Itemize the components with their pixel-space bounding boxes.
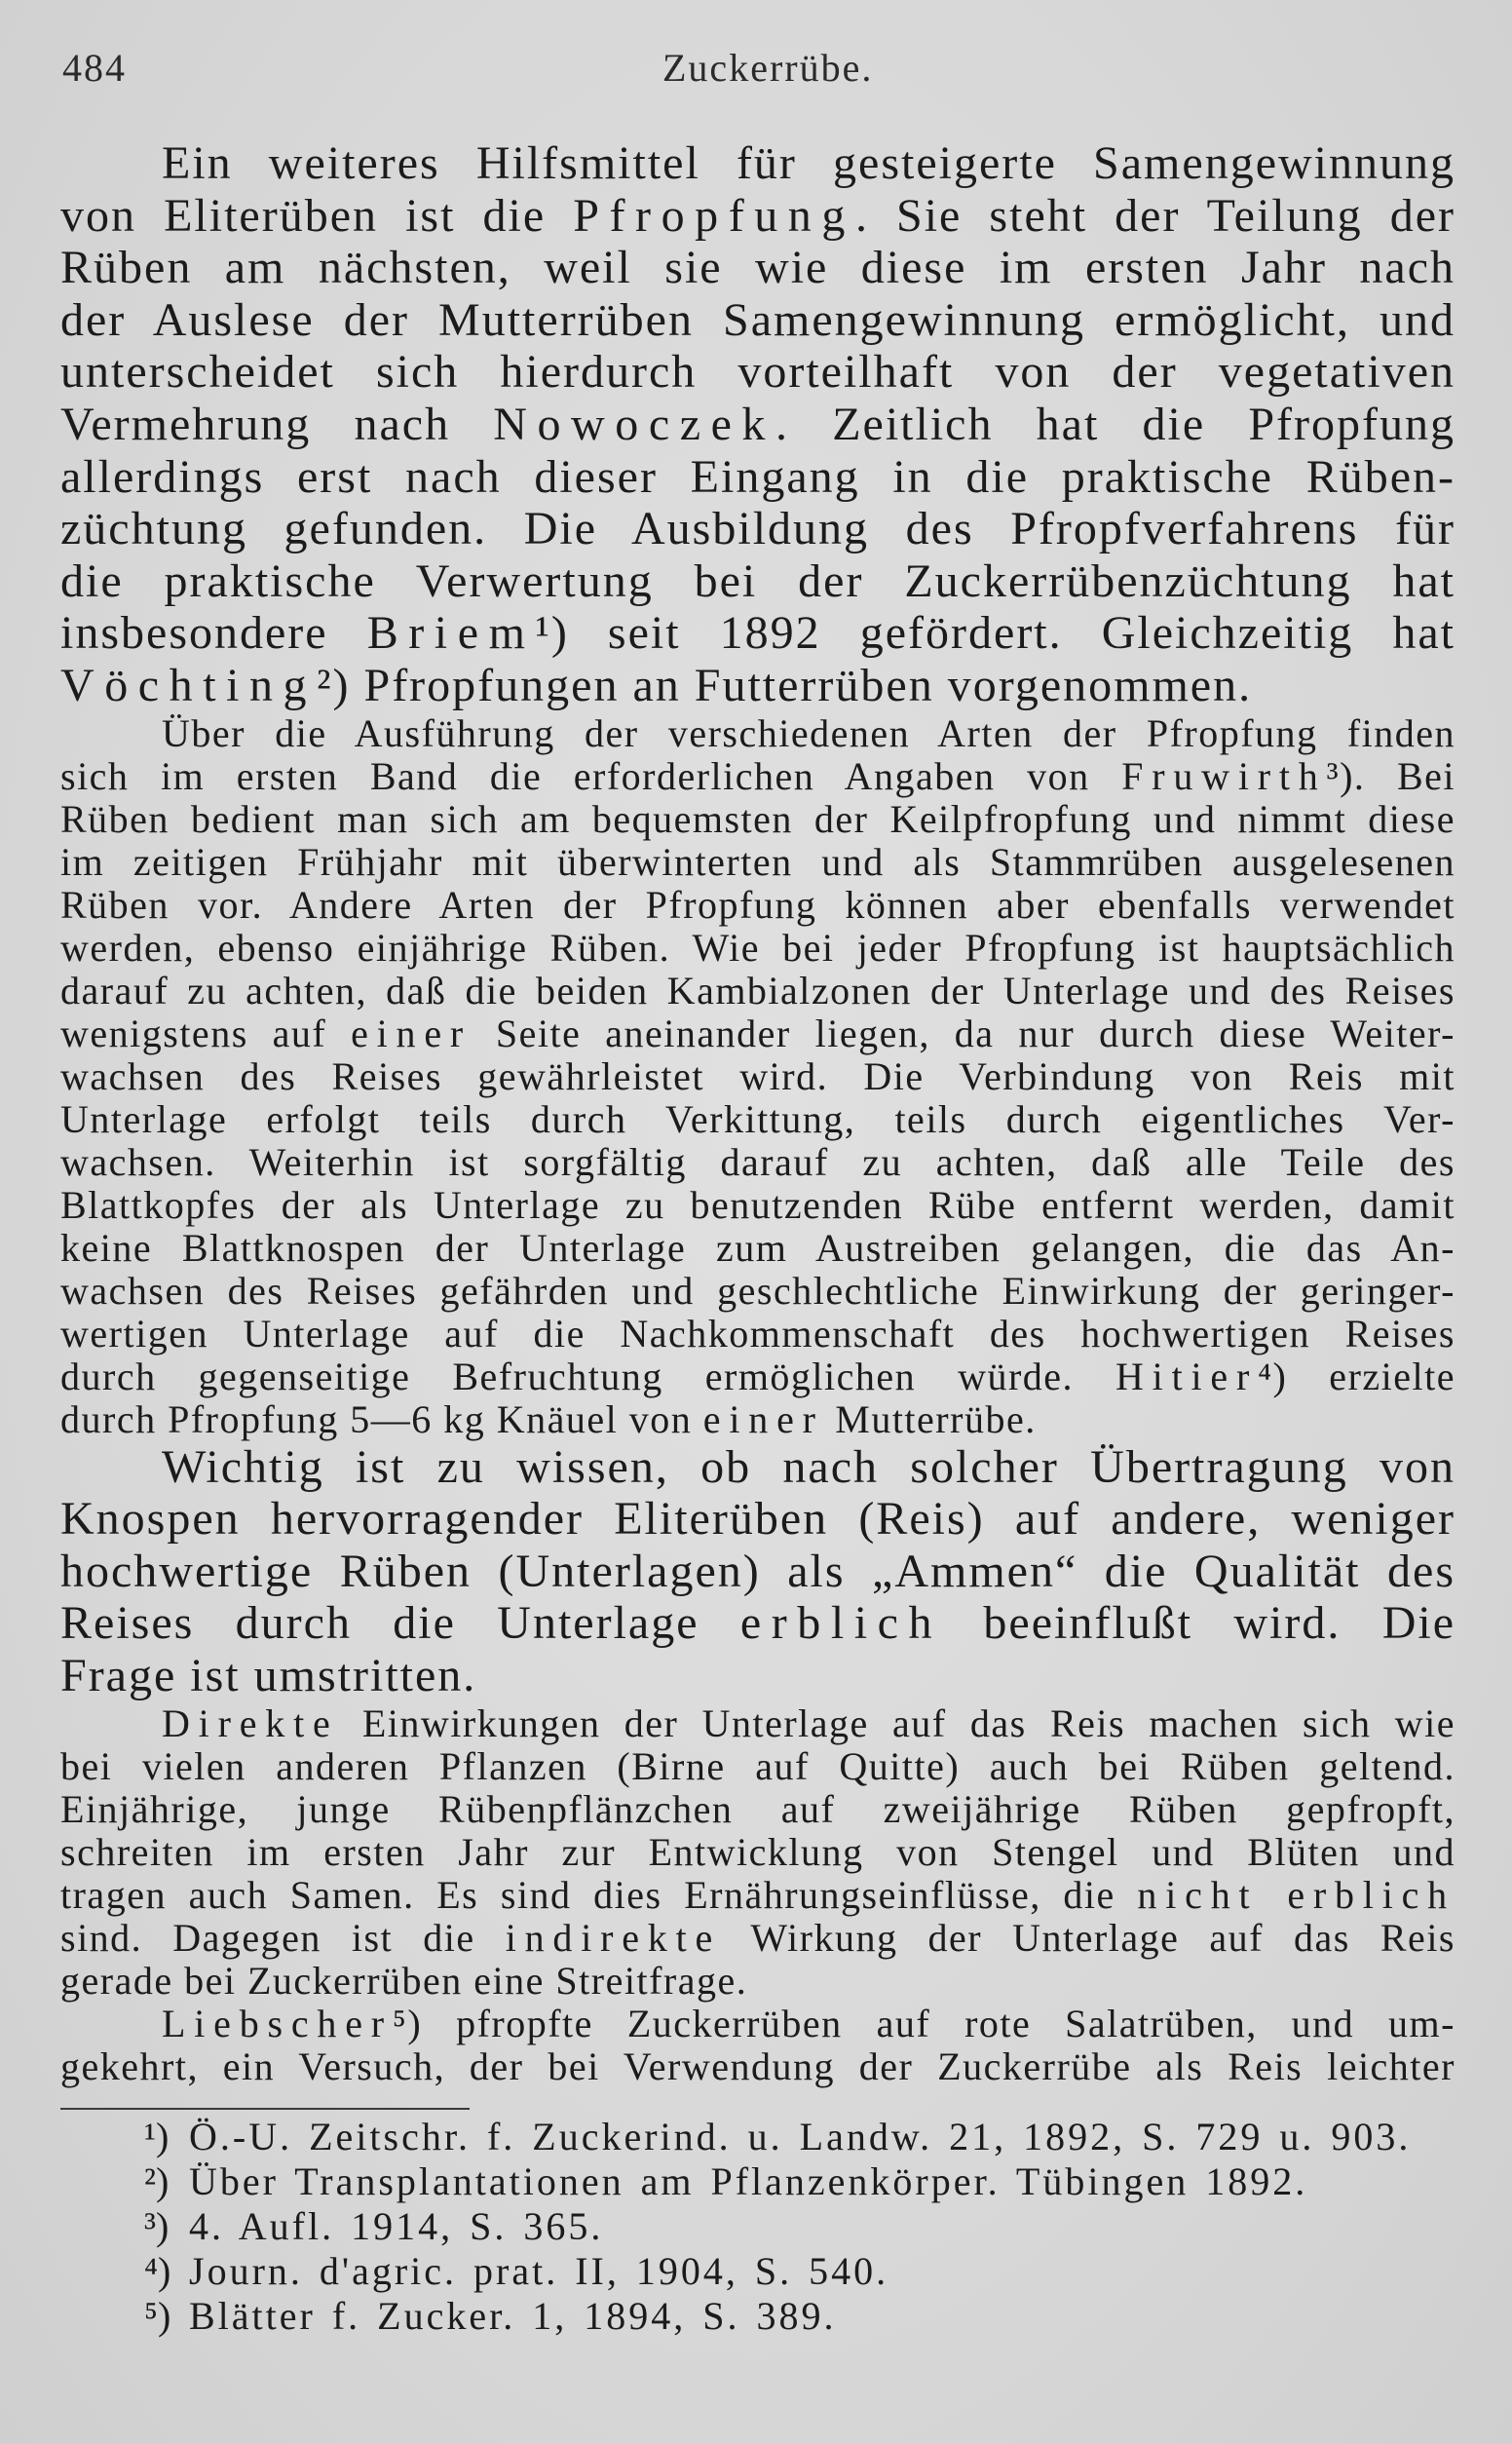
text-line [60, 660, 1455, 712]
footnote-5 [144, 2294, 1455, 2339]
spaced-emphasis-text: Direkte [162, 1700, 339, 1745]
text-segment: insbesondere [60, 607, 367, 660]
text-line [60, 712, 1455, 755]
text-segment: Einjährige, junge Rübenpflänzchen auf zweijährige Rüben gepfropft, [60, 1786, 1455, 1831]
text-segment: sind. Dagegen ist die [60, 1915, 506, 1960]
text-line [60, 1055, 1455, 1098]
text-line [60, 1831, 1455, 1874]
text-segment: Ein weiteres Hilfsmittel für gesteigerte Samengewinnung [162, 137, 1455, 189]
text-segment: ²) Pfropfungen an Futterrüben vorgenommen. [317, 659, 1253, 711]
text-segment: darauf zu achten, daß die beiden Kambialzonen der Unterlage und des Reises [60, 968, 1455, 1012]
text-segment: Einwirkungen der Unterlage auf das Reis machen sich wie [338, 1700, 1455, 1745]
text-segment: wachsen des Reises gefährden und geschlechtliche Einwirkung der geringer- [60, 1268, 1455, 1313]
text-segment: im zeitigen Frühjahr mit überwinterten und als Stammrüben ausgelesenen [60, 839, 1455, 884]
footnote-text: Ö.-U. Zeitschr. f. Zuckerind. u. Landw. 21, 1892, S. 729 u. 903. [189, 2114, 1412, 2158]
text-line [60, 1745, 1455, 1788]
text-line [60, 1270, 1455, 1313]
text-line [60, 190, 1455, 243]
text-line [60, 798, 1455, 841]
text-line [60, 841, 1455, 884]
footnote-3 [144, 2204, 1455, 2249]
text-segment: durch gegenseitige Befruchtung ermöglichen würde. [60, 1354, 1115, 1398]
footnote-1 [144, 2115, 1455, 2159]
spaced-emphasis-text: einer [351, 1011, 472, 1055]
text-segment: bei vielen anderen Pflanzen (Birne auf Quitte) auch bei Rüben geltend. [60, 1743, 1455, 1788]
spaced-emphasis-text: Liebscher [162, 2001, 393, 2045]
text-segment: Rüben bedient man sich am bequemsten der Keilpfropfung und nimmt diese [60, 796, 1455, 841]
text-segment: züchtung gefunden. Die Ausbildung des Pfropfverfahrens für [60, 503, 1455, 555]
text-segment: ⁵) pfropfte Zuckerrüben auf rote Salatrüben, und um- [392, 2001, 1455, 2045]
text-line [60, 294, 1455, 347]
text-line [60, 242, 1455, 294]
text-segment: Über die Ausführung der verschiedenen Arten der Pfropfung finden [162, 710, 1455, 755]
spaced-emphasis-text: einer [702, 1396, 824, 1441]
text-segment: Rüben vor. Andere Arten der Pfropfung können aber ebenfalls verwendet [60, 882, 1455, 927]
footnote-4 [144, 2249, 1455, 2294]
text-segment: wachsen. Weiterhin ist sorgfältig darauf zu achten, daß alle Teile des [60, 1139, 1455, 1184]
running-title: Zuckerrübe. [662, 46, 874, 90]
text-line [60, 503, 1455, 555]
text-line [60, 755, 1455, 798]
text-line [60, 1650, 1455, 1702]
text-line [60, 1874, 1455, 1917]
footnote-marker: ²) [144, 2158, 170, 2203]
text-line [60, 346, 1455, 399]
text-line [60, 1313, 1455, 1356]
text-segment: unterscheidet sich hierdurch vorteilhaft von der vegetativen [60, 346, 1455, 399]
text-segment: Frage ist umstritten. [60, 1649, 477, 1701]
text-segment: Mutterrübe. [823, 1396, 1037, 1441]
spaced-emphasis-text: Nowoczek [493, 398, 775, 450]
footnote-text: Über Transplantationen am Pflanzenkörper. Tübingen 1892. [189, 2158, 1308, 2203]
text-line [60, 2003, 1455, 2045]
spaced-emphasis-text: Briem [366, 607, 536, 660]
text-segment: Knospen hervorragender Eliterüben (Reis) auf andere, weniger [60, 1493, 1455, 1546]
text-segment: Rüben am nächsten, weil sie wie diese im ersten Jahr nach [60, 242, 1455, 294]
text-line [60, 1788, 1455, 1831]
footnote-2 [144, 2159, 1455, 2204]
text-line [60, 399, 1455, 451]
text-segment: Reises durch die Unterlage [60, 1597, 740, 1650]
footnote-marker: ¹) [144, 2114, 170, 2158]
text-segment: Seite aneinander liegen, da nur durch diese Weiter- [472, 1011, 1455, 1055]
paragraph-pfropfung [60, 137, 1455, 712]
footnote-marker: ⁴) [144, 2248, 171, 2293]
text-segment: ³). Bei [1326, 753, 1455, 798]
text-line [60, 1141, 1455, 1184]
text-line [60, 2045, 1455, 2088]
text-segment: wachsen des Reises gewährleistet wird. Die Verbindung von Reis mit [60, 1053, 1455, 1098]
text-segment: gerade bei Zuckerrüben eine Streitfrage. [60, 1958, 748, 2003]
text-line [60, 1960, 1455, 2003]
spaced-emphasis-text: erblich [739, 1597, 943, 1650]
text-segment: durch Pfropfung 5—6 kg Knäuel von [60, 1396, 703, 1441]
text-segment: gekehrt, ein Versuch, der bei Verwendung der Zuckerrübe als Reis leichter [60, 2043, 1455, 2088]
text-segment: die praktische Verwertung bei der Zuckerrübenzüchtung hat [60, 554, 1455, 607]
footnote-text: Blätter f. Zucker. 1, 1894, S. 389. [189, 2293, 837, 2338]
text-line [60, 927, 1455, 970]
text-line [60, 1702, 1455, 1745]
text-line [60, 1597, 1455, 1650]
footnote-separator [60, 2108, 470, 2110]
spaced-emphasis-text: nicht erblich [1137, 1872, 1455, 1917]
spaced-emphasis-text: Fruwirth [1121, 753, 1327, 798]
text-segment: ⁴) erzielte [1258, 1354, 1455, 1398]
text-segment: Wirkung der Unterlage auf das Reis [721, 1915, 1455, 1960]
text-line [60, 970, 1455, 1012]
footnote-marker: ³) [144, 2203, 170, 2248]
text-line [60, 1227, 1455, 1270]
text-segment: . Zeitlich hat die Pfropfung [775, 398, 1455, 450]
text-line [60, 1012, 1455, 1055]
text-line [60, 137, 1455, 190]
text-segment: sich im ersten Band die erforderlichen Angaben von [60, 753, 1122, 798]
spaced-emphasis-text: indirekte [505, 1915, 722, 1960]
footnote-text: Journ. d'agric. prat. II, 1904, S. 540. [189, 2248, 889, 2293]
spaced-emphasis-text: Hitier [1115, 1354, 1259, 1398]
text-line [60, 1356, 1455, 1398]
text-segment: der Auslese der Mutterrüben Samengewinnung ermöglicht, und [60, 293, 1455, 346]
text-line [60, 1917, 1455, 1960]
text-segment: werden, ebenso einjährige Rüben. Wie bei jeder Pfropfung ist hauptsächlich [60, 925, 1455, 970]
paragraph-ausfuehrung-pfropfung [60, 712, 1455, 1441]
text-line [60, 1098, 1455, 1141]
text-segment: wertigen Unterlage auf die Nachkommenschaft des hochwertigen Reises [60, 1311, 1455, 1356]
page-number: 484 [62, 46, 127, 90]
page-body [60, 137, 1455, 2339]
footnotes [60, 2115, 1455, 2339]
text-line [60, 1441, 1455, 1494]
text-line [60, 451, 1455, 504]
paragraph-vererbung-frage [60, 1441, 1455, 1702]
text-segment: keine Blattknospen der Unterlage zum Austreiben gelangen, die das An- [60, 1225, 1455, 1270]
text-line [60, 555, 1455, 608]
text-segment: von Eliterüben ist die [60, 189, 574, 242]
text-segment: Vermehrung nach [60, 398, 494, 450]
page-header [60, 45, 1455, 92]
text-line [60, 1398, 1455, 1441]
paragraph-liebscher [60, 2003, 1455, 2088]
text-segment: beeinflußt wird. Die [942, 1597, 1456, 1650]
text-line [60, 884, 1455, 927]
text-segment: allerdings erst nach dieser Eingang in die praktische Rüben- [60, 450, 1455, 503]
footnote-marker: ⁵) [144, 2293, 171, 2338]
text-line [60, 1493, 1455, 1546]
text-segment: Wichtig ist zu wissen, ob nach solcher Übertragung von [162, 1440, 1455, 1493]
text-segment: Blattkopfes der als Unterlage zu benutzenden Rübe entfernt werden, damit [60, 1182, 1455, 1227]
text-segment: ¹) seit 1892 gefördert. Gleichzeitig hat [535, 607, 1456, 660]
text-segment: schreiten im ersten Jahr zur Entwicklung von Stengel und Blüten und [60, 1829, 1455, 1874]
text-line [60, 607, 1455, 660]
text-segment: . Sie steht der Teilung der [854, 189, 1455, 242]
text-line [60, 1546, 1455, 1598]
text-segment: Unterlage erfolgt teils durch Verkittung, teils durch eigentliches Ver- [60, 1096, 1455, 1141]
text-segment: tragen auch Samen. Es sind dies Ernährungseinflüsse, die [60, 1872, 1138, 1917]
spaced-emphasis-text: Pfropfung [573, 189, 855, 242]
spaced-emphasis-text: Vöchting [60, 659, 318, 711]
text-segment: wenigstens auf [60, 1011, 352, 1055]
paragraph-direkte-einwirkungen [60, 1702, 1455, 2003]
footnote-text: 4. Aufl. 1914, S. 365. [189, 2203, 604, 2248]
text-segment: hochwertige Rüben (Unterlagen) als „Ammen“ die Qualität des [60, 1545, 1455, 1597]
text-line [60, 1184, 1455, 1227]
